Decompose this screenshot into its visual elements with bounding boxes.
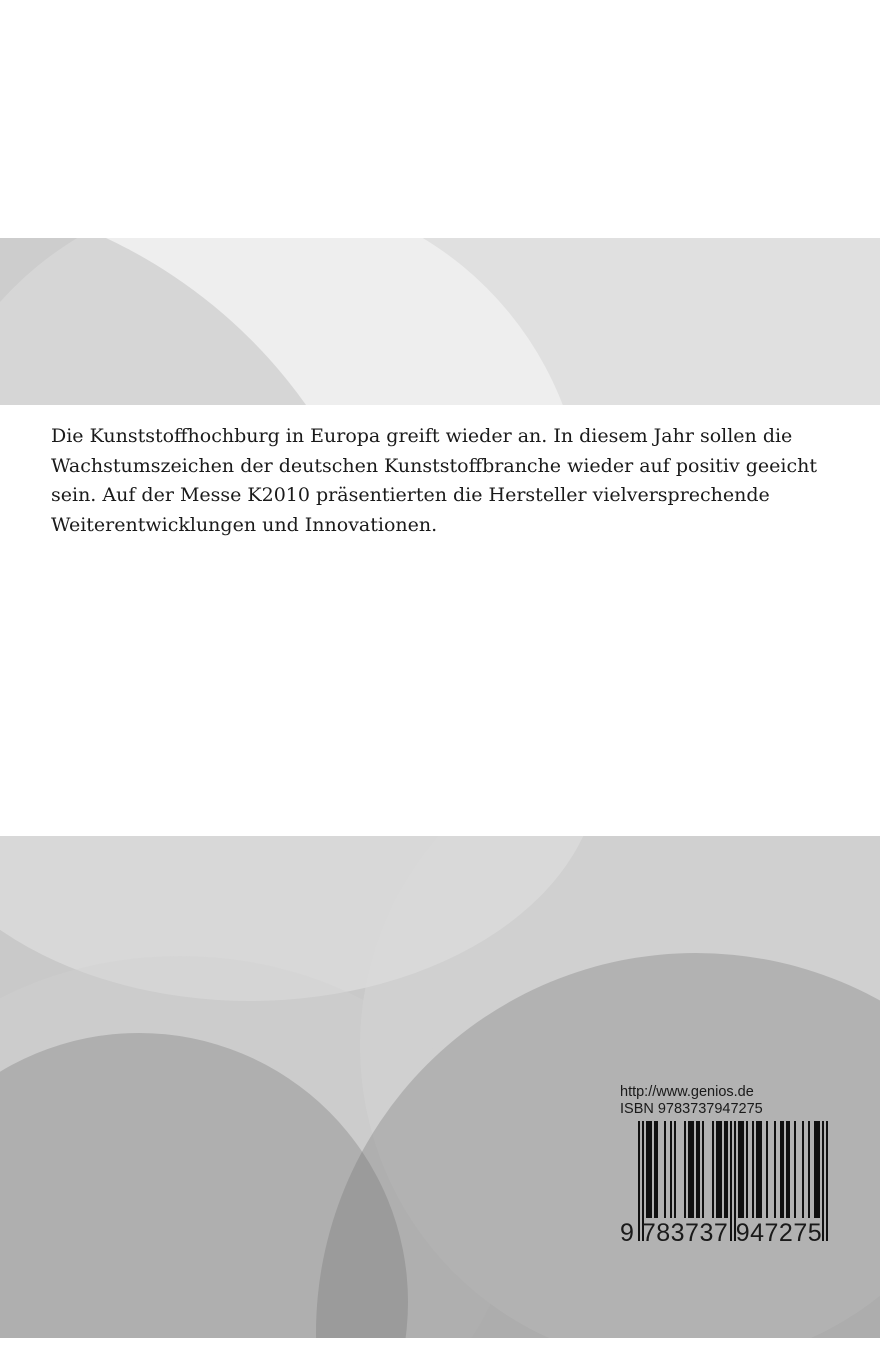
barcode-bar <box>684 1121 686 1218</box>
barcode-bar <box>742 1121 744 1218</box>
barcode-bar <box>782 1121 784 1218</box>
barcode-bar <box>720 1121 722 1218</box>
barcode-bar <box>816 1121 818 1218</box>
barcode-bar <box>726 1121 728 1218</box>
publisher-url: http://www.genios.de <box>620 1084 754 1100</box>
barcode-bar <box>674 1121 676 1218</box>
barcode-bar <box>698 1121 700 1218</box>
barcode-bar <box>788 1121 790 1218</box>
barcode-bar <box>780 1121 782 1218</box>
barcode-bar <box>814 1121 816 1218</box>
barcode-bar <box>746 1121 748 1218</box>
barcode-bar <box>752 1121 754 1218</box>
isbn-label: ISBN 9783737947275 <box>620 1101 763 1117</box>
barcode-bar <box>696 1121 698 1218</box>
barcode-bar <box>818 1121 820 1218</box>
barcode-bar <box>740 1121 742 1218</box>
barcode-bar <box>774 1121 776 1218</box>
barcode-bar <box>646 1121 648 1218</box>
barcode-bar <box>692 1121 694 1218</box>
barcode-bar <box>688 1121 690 1218</box>
barcode-bar <box>794 1121 796 1218</box>
barcode-bar <box>712 1121 714 1218</box>
barcode-bar <box>690 1121 692 1218</box>
barcode-bar <box>724 1121 726 1218</box>
top-decorative-band <box>0 238 880 405</box>
barcode-bar <box>716 1121 718 1218</box>
barcode-bar <box>656 1121 658 1218</box>
barcode-bar <box>808 1121 810 1218</box>
barcode-bar <box>650 1121 652 1218</box>
cover-blurb-text: Die Kunststoffhochburg in Europa greift wieder an. In diesem Jahr sollen die Wachstumszeichen der deutschen Kunststoffbranche wieder auf positiv geeicht sein. Auf der Messe K2010 präsentierten die Hersteller vielversprechende Weiterentwicklungen und Innovationen. <box>51 425 817 536</box>
barcode-bar <box>664 1121 666 1218</box>
barcode-bar <box>760 1121 762 1218</box>
barcode-bar <box>766 1121 768 1218</box>
barcode-bar <box>702 1121 704 1218</box>
barcode-bar <box>756 1121 758 1218</box>
barcode-bar <box>758 1121 760 1218</box>
publisher-info <box>620 1084 830 1118</box>
barcode-bar <box>654 1121 656 1218</box>
barcode-digits: 9 783737 947275 <box>620 1219 823 1247</box>
barcode-bar <box>738 1121 740 1218</box>
barcode-bar <box>670 1121 672 1218</box>
barcode-bar <box>786 1121 788 1218</box>
barcode-bar <box>648 1121 650 1218</box>
barcode-bar <box>802 1121 804 1218</box>
barcode-bar <box>718 1121 720 1218</box>
